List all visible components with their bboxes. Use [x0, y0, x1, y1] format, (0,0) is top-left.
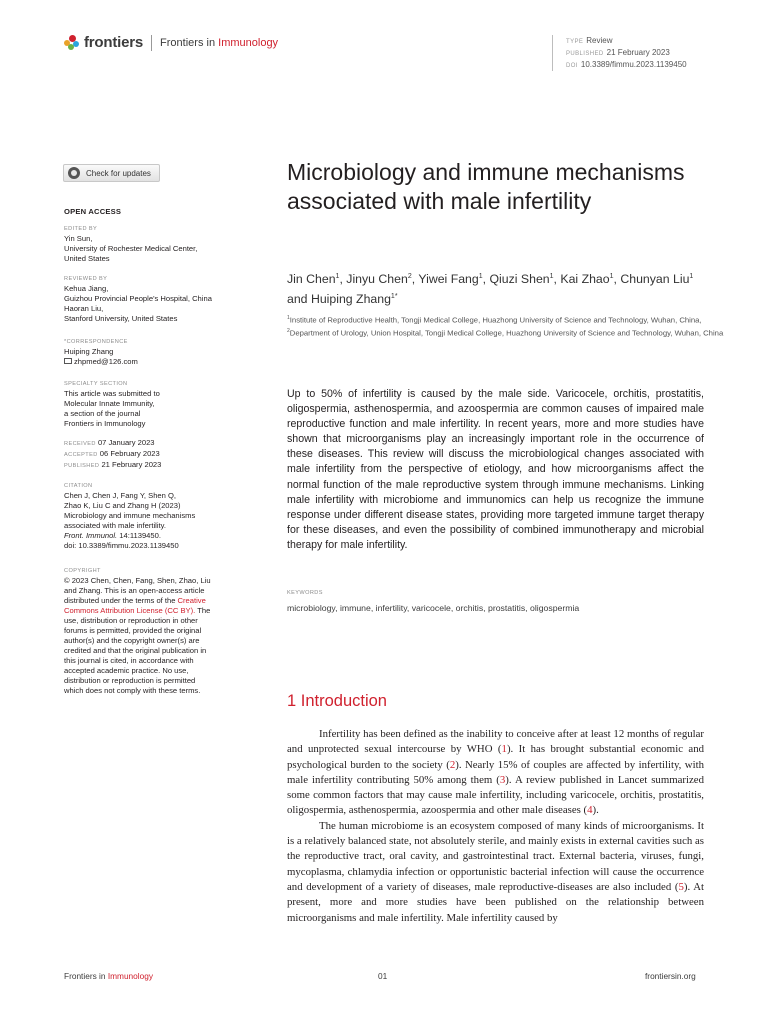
author[interactable]: Qiuzi Shen	[489, 272, 550, 287]
citation-doi[interactable]: doi: 10.3389/fimmu.2023.1139450	[64, 541, 179, 550]
author[interactable]: Jin Chen	[287, 272, 336, 287]
specialty-text: This article was submitted to Molecular Innate Immunity, a section of the journal Frontiers in Immunology	[64, 389, 160, 428]
journal-prefix: Frontiers in	[160, 36, 216, 49]
affiliations	[287, 313, 727, 338]
author-list	[287, 268, 717, 308]
author[interactable]: Yiwei Fang	[418, 272, 479, 287]
author-separator: ,	[411, 272, 419, 287]
paragraph	[287, 727, 704, 819]
doi[interactable]	[566, 59, 687, 72]
author-separator: ,	[553, 272, 561, 287]
open-access-label: OPEN ACCESS	[64, 207, 122, 216]
received-date: 07 January 2023	[97, 438, 155, 447]
reviewed-by-label: REVIEWED BY	[64, 276, 108, 282]
reference-link[interactable]: 2	[449, 758, 456, 771]
reviewers: Kehua Jiang, Guizhou Provincial People's Hospital, China Haoran Liu, Stanford University, United States	[64, 284, 212, 323]
affiliation-2: Department of Urology, Union Hospital, Tongji Medical College, Huazhong University of Science and Technology, Wuhan, China	[289, 328, 724, 338]
journal-header	[64, 34, 278, 51]
brand-name: frontiers	[84, 34, 144, 51]
citation-text: Chen J, Chen J, Fang Y, Shen Q, Zhao K, Liu C and Zhang H (2023) Microbiology and immune mechanisms associated with male infertility.	[64, 491, 196, 530]
type-value: Review	[586, 36, 613, 45]
frontiers-logo-icon	[64, 35, 80, 51]
author-affiliation-sup: 1	[609, 273, 614, 280]
author[interactable]: Huiping Zhang	[310, 292, 391, 307]
author[interactable]: Kai Zhao	[560, 272, 610, 287]
section-heading: 1 Introduction	[287, 692, 387, 710]
author-affiliation-sup: 2	[407, 273, 412, 280]
author-separator: and	[287, 292, 311, 307]
published-date-side: 21 February 2023	[101, 460, 162, 469]
keywords: microbiology, immune, infertility, varicocele, orchitis, prostatitis, oligospermia	[287, 603, 580, 613]
check-updates-label: Check for updates	[86, 168, 151, 178]
doi-label: DOI	[566, 63, 578, 69]
dates-section	[64, 438, 254, 471]
text-run: Infertility has been defined as the inability to conceive after at least 12 months of regular and unprotected sexual intercourse by WHO (	[287, 728, 704, 756]
reviewed-by-section	[64, 275, 254, 324]
author[interactable]: Chunyan Liu	[620, 272, 690, 287]
accepted-label: ACCEPTED	[64, 452, 98, 458]
footer-journal-subject: Immunology	[107, 971, 154, 981]
affiliation-1: Institute of Reproductive Health, Tongji Medical College, Huazhong University of Science and Technology, Wuhan, China,	[289, 315, 702, 325]
author-separator: ,	[613, 272, 621, 287]
paragraph	[287, 819, 704, 926]
footer-journal-prefix: Frontiers in	[64, 971, 106, 981]
copyright-pre: © 2023 Chen, Chen, Fang, Shen, Zhao, Liu and Zhang. This is an open-access article distributed under the terms of the	[64, 576, 211, 605]
journal-name[interactable]	[160, 37, 278, 49]
correspondence-section	[64, 338, 254, 367]
reference-link[interactable]: 1	[501, 743, 507, 756]
affil-sup-1: 1	[287, 315, 290, 321]
text-run: ). Nearly 15% of couples are affected by infertility, with male infertility contributing 50% among them (	[287, 758, 704, 786]
citation-journal: Front. Immunol.	[64, 531, 118, 540]
correspondence-name: Huiping Zhang	[64, 347, 114, 356]
footer-journal[interactable]	[64, 971, 153, 981]
copyright-text	[64, 576, 254, 696]
abstract: Up to 50% of infertility is caused by the male side. Varicocele, orchitis, prostatitis, oligospermia, asthenospermia, and azoospermia are common causes of impaired male reproductive function and male infertility. In recent years, more and more studies have shown that microorganisms play an increasingly important role in the occurrence of these diseases. This review will discuss the microbiological changes associated with male infertility from the perspective of etiology, and how microorganisms affect the normal function of the male reproductive system through immune mechanisms. Linking male infertility with microbiome and immunomics can help us recognize the immune response under different disease states, providing more targeted immune target therapy for these diseases, and even the possibility of combined immunotherapy and microbial therapy for male infertility.	[287, 388, 704, 551]
meta-divider	[552, 35, 553, 71]
citation-section	[64, 482, 254, 551]
doi-value: 10.3389/fimmu.2023.1139450	[580, 60, 687, 69]
type-label: TYPE	[566, 39, 584, 45]
specialty-label: SPECIALTY SECTION	[64, 381, 128, 387]
author[interactable]: Jinyu Chen	[346, 272, 408, 287]
published-label: PUBLISHED	[566, 51, 604, 57]
body-text	[287, 727, 704, 926]
affil-sup-2: 2	[287, 327, 290, 334]
author-affiliation-sup: 1	[689, 273, 694, 280]
reference-link[interactable]: 5	[678, 880, 684, 893]
specialty-section	[64, 380, 254, 429]
citation-volume: 14:1139450.	[117, 531, 161, 540]
reference-link[interactable]: 3	[499, 773, 506, 786]
reference-link[interactable]: 4	[587, 804, 593, 817]
citation-label: CITATION	[64, 483, 93, 489]
correspondence-email[interactable]	[64, 357, 254, 367]
check-for-updates-button[interactable]	[63, 164, 160, 182]
correspondence-label: *CORRESPONDENCE	[64, 339, 128, 345]
published-value: 21 February 2023	[606, 48, 670, 57]
text-run: The human microbiome is an ecosystem composed of many kinds of microorganisms. It is a relatively balanced state, not absolutely sterile, and mainly exists in external cavities such as the reproductive tract, oral cavity, and gastrointestinal tract. External bacteria, viruses, fungi, mycoplasma, chlamydia infection or opportunistic bacterial infection will cause the occurrence and development of a variety of diseases, male reproductive-diseases are also included (	[287, 819, 704, 893]
edited-by-label: EDITED BY	[64, 226, 98, 232]
cc-license-link[interactable]: Creative Commons Attribution License (CC BY).	[64, 596, 206, 615]
author-separator: ,	[482, 272, 490, 287]
author-affiliation-sup: 1*	[390, 293, 398, 301]
accepted-date: 06 February 2023	[99, 449, 160, 458]
copyright-label: COPYRIGHT	[64, 568, 101, 574]
published-label: PUBLISHED	[64, 463, 100, 469]
copyright-post: The use, distribution or reproduction in other forums is permitted, provided the original author(s) and the copyright owner(s) are credited and that the original publication in this journal is cited, in accordance with accepted academic practice. No use, distribution or reproduction is permitted which does not comply with these terms.	[64, 606, 211, 695]
text-run: ). A review published in Lancet summarized some common factors that may cause male infertility, including varicocele, orchitis, prostatitis, oligospermia, asthenospermia, azoospermia and other male diseases (	[287, 773, 704, 817]
author-affiliation-sup: 1	[549, 273, 554, 280]
article-title: Microbiology and immune mechanisms associated with male infertility	[287, 159, 685, 214]
journal-subject: Immunology	[218, 36, 279, 49]
footer-site-link[interactable]: frontiersin.org	[645, 971, 696, 981]
received-label: RECEIVED	[64, 441, 96, 447]
page-number: 01	[378, 971, 388, 981]
author-affiliation-sup: 1	[335, 273, 340, 280]
email-text: zhpmed@126.com	[74, 357, 138, 366]
text-run: ).	[592, 804, 599, 817]
author-separator: ,	[339, 272, 347, 287]
text-run: ). At present, more and more studies have been published on the relationship between microorganisms and male infertility. Male infertility caused by	[287, 880, 704, 924]
copyright-section	[64, 567, 254, 696]
text-run: ). It has brought substantial economic and psychological burden to the society (	[287, 743, 704, 771]
divider	[151, 35, 152, 51]
mail-icon	[64, 358, 72, 364]
keywords-label: KEYWORDS	[287, 590, 323, 596]
editor: Yin Sun, University of Rochester Medical Center, United States	[64, 234, 198, 263]
edited-by-section	[64, 225, 254, 264]
crossmark-icon	[68, 167, 80, 179]
author-affiliation-sup: 1	[478, 273, 483, 280]
